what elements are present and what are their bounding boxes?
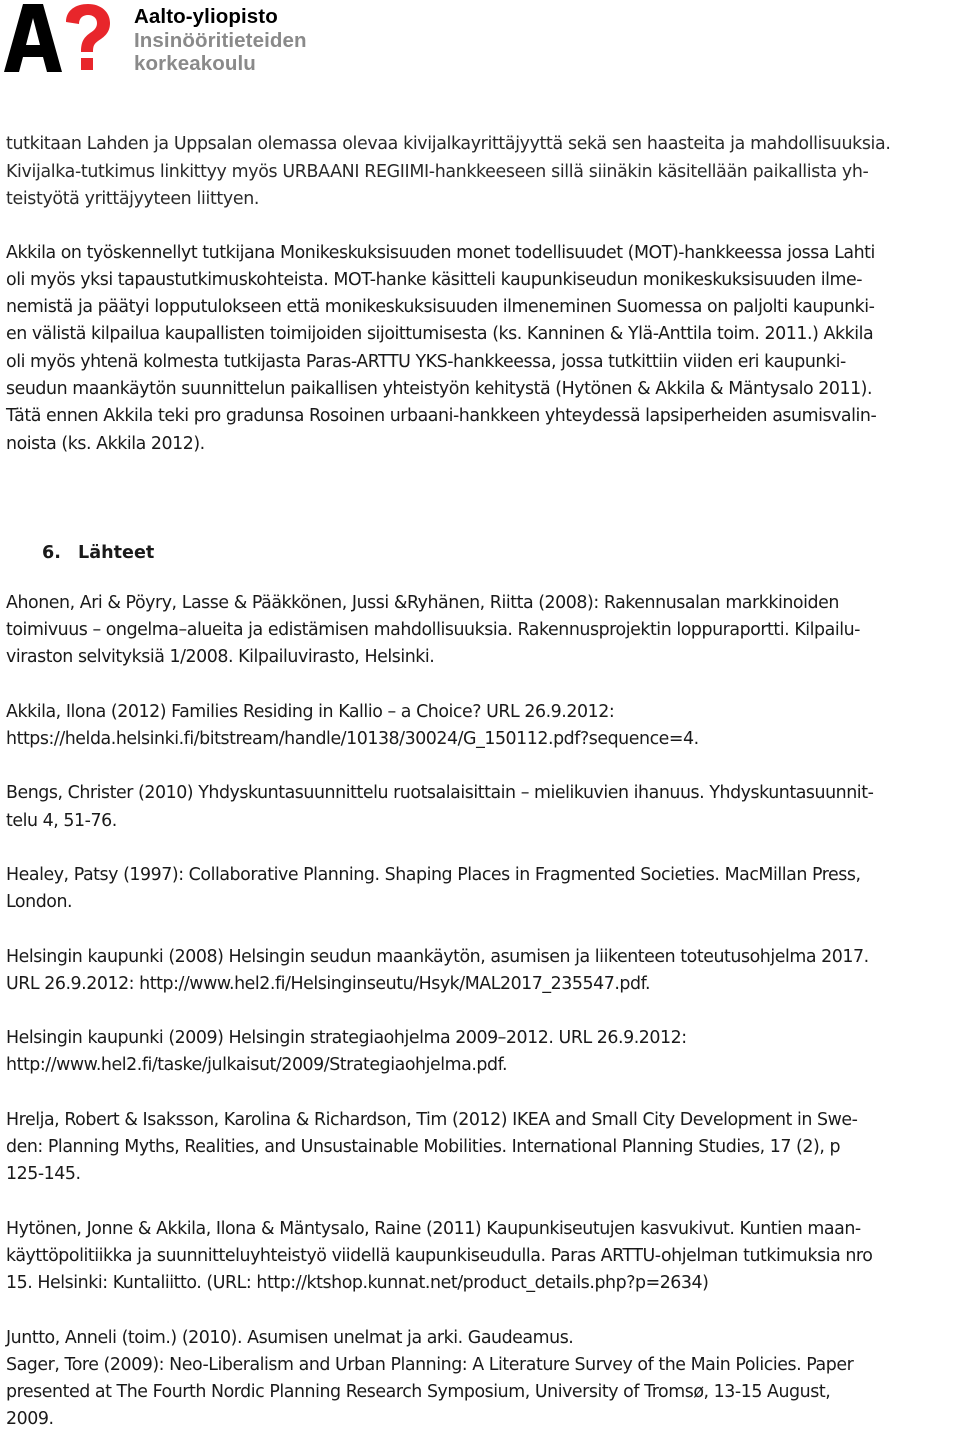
reference-item xyxy=(6,944,958,999)
page-header xyxy=(0,0,960,90)
text-line: Helsingin kaupunki (2008) Helsingin seudun maankäytön, asumisen ja liikenteen toteutusohjelma 2017. xyxy=(6,946,869,967)
intro-paragraph xyxy=(6,131,958,214)
reference-item xyxy=(6,1325,958,1434)
text-line: en välistä kilpailua kaupallisten toimijoiden sijoittumisesta (ks. Kanninen & Ylä-Anttila toim. 2011.) Akkila xyxy=(6,324,874,345)
section-heading xyxy=(6,539,958,567)
text-line: 15. Helsinki: Kuntaliitto. (URL: http://ktshop.kunnat.net/product_details.php?p=2634) xyxy=(6,1273,709,1294)
text-line: Akkila on työskennellyt tutkijana Monikeskuksisuuden monet todellisuudet (MOT)-hankkeessa jossa Lahti xyxy=(6,242,875,263)
reference-item xyxy=(6,699,958,754)
text-line: Bengs, Christer (2010) Yhdyskuntasuunnittelu ruotsalaisittain – mielikuvien ihanuus. Yhdyskuntasuunnit- xyxy=(6,783,874,804)
text-line: Hrelja, Robert & Isaksson, Karolina & Richardson, Tim (2012) IKEA and Small City Development in Swe- xyxy=(6,1109,858,1130)
text-line: Kivijalka-tutkimus linkittyy myös URBAANI REGIIMI-hankkeeseen sillä siinäkin käsitellään paikallista yh- xyxy=(6,161,869,182)
reference-item xyxy=(6,1216,958,1298)
logo-line-school-2: korkeakoulu xyxy=(134,52,256,75)
logo-wordmark xyxy=(134,5,307,76)
text-line: presented at The Fourth Nordic Planning Research Symposium, University of Tromsø, 13-15 August, xyxy=(6,1382,831,1403)
reference-item xyxy=(6,1107,958,1189)
akkila-paragraph xyxy=(6,240,958,458)
text-line: teistyötä yrittäjyyteen liittyen. xyxy=(6,189,260,209)
text-line: den: Planning Myths, Realities, and Unsustainable Mobilities. International Planning Studies, 17 (2), p xyxy=(6,1137,841,1158)
text-line: 125-145. xyxy=(6,1164,81,1185)
text-line: https://helda.helsinki.fi/bitstream/handle/10138/30024/G_150112.pdf?sequence=4. xyxy=(6,729,699,750)
text-line: URL 26.9.2012: http://www.hel2.fi/Helsinginseutu/Hsyk/MAL2017_235547.pdf. xyxy=(6,973,651,994)
text-line: viraston selvityksiä 1/2008. Kilpailuvirasto, Helsinki. xyxy=(6,647,435,668)
text-line: nemistä ja päätyi lopputulokseen että monikeskuksisuuden ilmeneminen Suomessa on paljolti kaupunki- xyxy=(6,297,875,318)
text-line: Juntto, Anneli (toim.) (2010). Asumisen unelmat ja arki. Gaudeamus. xyxy=(6,1327,574,1348)
logo-line-university: Aalto-yliopisto xyxy=(134,5,278,28)
text-line: käyttöpolitiikka ja suunnitteluyhteistyö viidellä kaupunkiseudulla. Paras ARTTU-ohjelman tutkimuksia nro xyxy=(6,1245,873,1266)
logo-line-school: Insinööritieteiden xyxy=(134,28,307,52)
reference-item xyxy=(6,862,958,917)
text-line: seudun maankäytön suunnittelun paikallisen yhteistyön kehitystä (Hytönen & Akkila & Mäntysalo 2011). xyxy=(6,378,873,399)
section-number: 6. xyxy=(42,542,61,563)
document-body xyxy=(6,131,958,1434)
text-line: http://www.hel2.fi/taske/julkaisut/2009/Strategiaohjelma.pdf. xyxy=(6,1055,508,1076)
text-line: Sager, Tore (2009): Neo-Liberalism and Urban Planning: A Literature Survey of the Main Policies. Paper xyxy=(6,1354,854,1375)
text-line: Tätä ennen Akkila teki pro gradunsa Rosoinen urbaani-hankkeen yhteydessä lapsiperheiden asumisvalin- xyxy=(6,406,877,427)
text-line: Helsingin kaupunki (2009) Helsingin strategiaohjelma 2009–2012. URL 26.9.2012: xyxy=(6,1028,687,1049)
text-line: noista (ks. Akkila 2012). xyxy=(6,433,205,454)
section-title: Lähteet xyxy=(78,542,155,563)
text-line: Hytönen, Jonne & Akkila, Ilona & Mäntysalo, Raine (2011) Kaupunkiseutujen kasvukivut. Kuntien maan- xyxy=(6,1218,861,1239)
text-line: Akkila, Ilona (2012) Families Residing in Kallio – a Choice? URL 26.9.2012: xyxy=(6,701,615,722)
text-line: 2009. xyxy=(6,1409,54,1430)
text-line: tutkitaan Lahden ja Uppsalan olemassa olevaa kivijalkayrittäjyyttä sekä sen haasteita ja mahdollisuuksia. xyxy=(6,134,891,154)
text-line: oli myös yksi tapaustutkimuskohteista. MOT-hanke käsitteli kaupunkiseudun monikeskuksisuuden ilme- xyxy=(6,269,863,290)
text-line: Ahonen, Ari & Pöyry, Lasse & Pääkkönen, Jussi &Ryhänen, Riitta (2008): Rakennusalan markkinoiden xyxy=(6,592,839,613)
reference-item xyxy=(6,590,958,672)
reference-item xyxy=(6,780,958,835)
text-line: toimivuus – ongelma–alueita ja edistämisen mahdollisuuksia. Rakennusprojektin loppuraportti. Kilpailu- xyxy=(6,620,860,641)
text-line: oli myös yhtenä kolmesta tutkijasta Paras-ARTTU YKS-hankkeessa, jossa tutkittiin viiden eri kaupunki- xyxy=(6,351,846,372)
aalto-logo-icon xyxy=(4,4,112,72)
text-line: Healey, Patsy (1997): Collaborative Planning. Shaping Places in Fragmented Societies. MacMillan Press, xyxy=(6,864,861,885)
text-line: telu 4, 51-76. xyxy=(6,810,117,831)
text-line: London. xyxy=(6,892,73,913)
reference-item xyxy=(6,1025,958,1080)
